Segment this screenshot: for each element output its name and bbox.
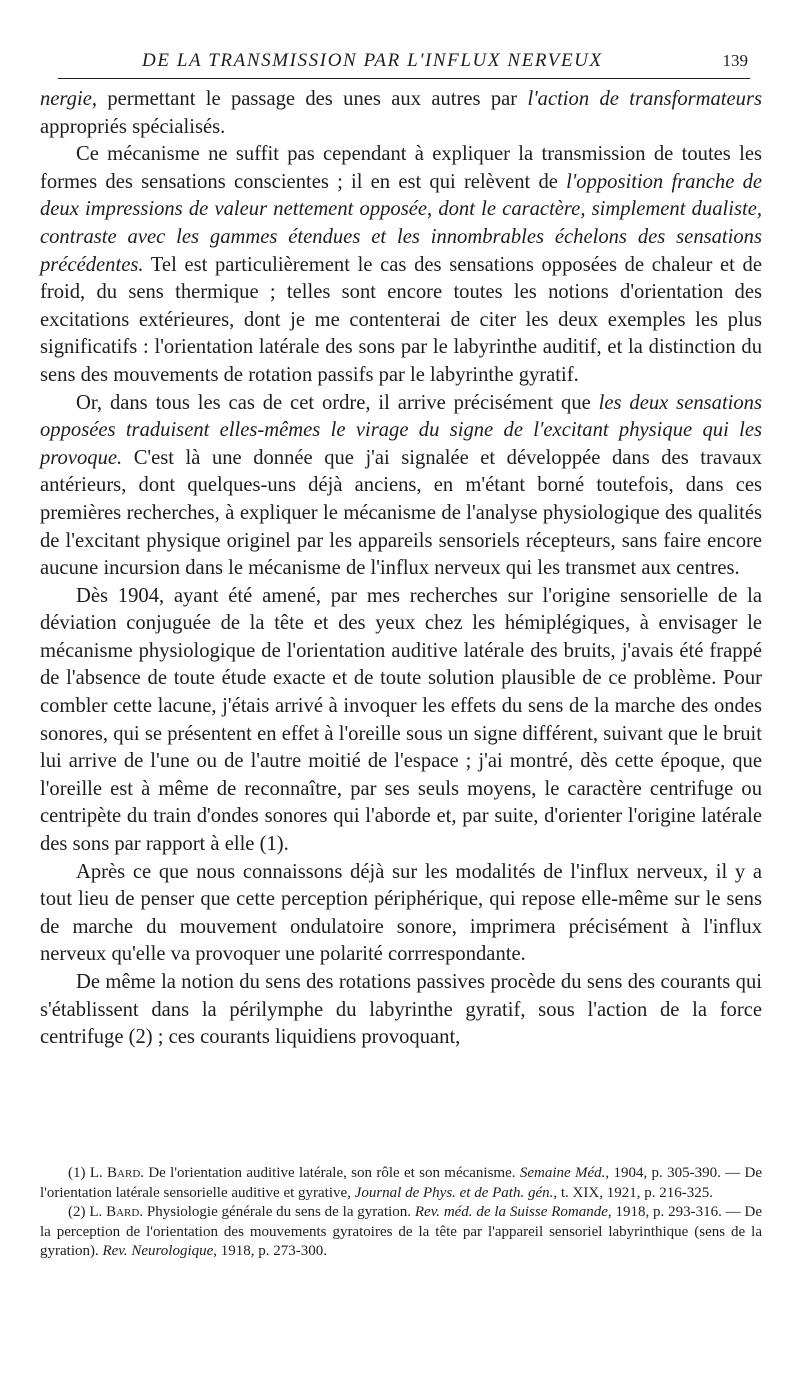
text-run: , 1918, p. 273-300. xyxy=(213,1243,328,1260)
running-title: DE LA TRANSMISSION PAR L'INFLUX NERVEUX xyxy=(142,50,603,71)
footnotes xyxy=(40,1164,762,1262)
paragraph xyxy=(40,390,762,583)
text-run: Dès 1904, ayant été amené, par mes recherches sur l'origine sensorielle de la déviation conjuguée de la tête et des yeux chez les hémiplégiques, à envisager le mécanisme physiologique de l'orientation auditive latérale des bruits, j'avais été frappé de l'absence de toute étude exacte et de toute solution plausible de ce problème. Pour combler cette lacune, j'étais arrivé à invoquer les effets du sens de la marche des ondes sonores, qui se présentent en effet à l'oreille sous un signe différent, suivant que le bruit lui arrive de l'une ou de l'autre moitié de l'espace ; j'ai montré, dès cette époque, que l'oreille est à même de reconnaître, par ses seuls moyens, le caractère centrifuge ou centripète du train d'ondes sonores qui l'aborde et, par suite, d'orienter l'origine latérale des sons par rapport à elle (1). xyxy=(40,584,762,856)
text-run: . De l'orientation auditive latérale, son rôle et son mécanisme. xyxy=(140,1165,520,1181)
italic-run: Semaine Méd. xyxy=(519,1165,606,1181)
text-run: (1) xyxy=(68,1165,90,1181)
text-run: , 1904, p. 305-390. — De l'orientation latérale sensorielle auditive et gyrative, xyxy=(40,1165,762,1201)
text-run: Or, dans tous les cas de cet ordre, il arrive précisément que xyxy=(76,391,599,414)
text-run: , permettant le passage des unes aux autres par xyxy=(91,88,528,110)
paragraph xyxy=(40,969,762,1052)
footnote xyxy=(40,1164,762,1203)
italic-run: Rev. méd. de la Suisse Romande xyxy=(414,1204,608,1221)
text-run: C'est là une donnée que j'ai signalée et développée dans des travaux antérieurs, dont quelques-uns déjà anciens, en m'étant borné toutefois, dans ces premières recherches, à expliquer le mécanisme de l'analyse physiologique des qualités de l'excitant physique originel par les appareils sensoriels récepteurs, sans faire encore aucune incursion dans le mécanisme de l'influx nerveux qui les transmet aux centres. xyxy=(40,446,762,580)
footnote xyxy=(40,1203,762,1262)
text-run: Tel est particulièrement le cas des sensations opposées de chaleur et de froid, du sens thermique ; telles sont encore toutes les notions d'orientation des excitations extérieures, dont je me contenterai de citer les deux exemples les plus significatifs : l'orientation latérale des sons par le labyrinthe auditif, et la distinction du sens des mouvements de rotation passifs par le labyrinthe gyratif. xyxy=(40,253,762,386)
italic-run: nergie xyxy=(40,88,92,110)
text-run: appropriés spécialisés. xyxy=(40,115,226,138)
body-text xyxy=(40,86,762,1052)
italic-run: l'action de transformateurs xyxy=(527,88,762,110)
italic-run: les deux sensations opposées traduisent elles-mêmes le virage du signe de l'excitant physique qui les provoque. xyxy=(40,391,762,469)
author-name: L. Bard xyxy=(89,1165,141,1181)
page-header xyxy=(58,48,750,79)
text-run: De même la notion du sens des rotations passives procède du sens des courants qui s'établissent dans la périlymphe du labyrinthe gyratif, sous l'action de la force centrifuge (2) ; ces courants liquidiens provoquant, xyxy=(40,971,762,1049)
paragraph xyxy=(40,141,762,389)
paragraph xyxy=(40,583,762,859)
author-name: L. Bard xyxy=(89,1204,140,1221)
text-run: , 1918, p. 293-316. — De la perception de l'orientation des mouvements gyratoires de la tête par l'appareil sensoriel labyrinthique (sens de la gyration). xyxy=(40,1204,762,1260)
italic-run: l'opposition franche de deux impressions de valeur nettement opposée, dont le caractère, simplement dualiste, contraste avec les gammes étendues et les innombrables échelons des sensations précédentes. xyxy=(40,170,763,276)
paragraph xyxy=(40,859,762,969)
text-run: . Physiologie générale du sens de la gyration. xyxy=(139,1204,415,1221)
text-run: Ce mécanisme ne suffit pas cependant à expliquer la transmission de toutes les formes des sensations conscientes ; il en est qui relèvent de xyxy=(40,143,762,193)
text-run: Après ce que nous connaissons déjà sur les modalités de l'influx nerveux, il y a tout lieu de penser que cette perception périphérique, qui repose elle-même sur le sens de marche du mouvement ondulatoire sonore, imprimera précisément à l'influx nerveux qu'elle va provoquer une polarité corrrespondante. xyxy=(40,860,762,966)
paragraph xyxy=(40,86,762,141)
text-run: (2) xyxy=(68,1204,90,1221)
page-number: 139 xyxy=(722,51,748,70)
italic-run: Rev. Neurologique xyxy=(102,1243,214,1260)
italic-run: Journal de Phys. et de Path. gén. xyxy=(354,1184,554,1201)
text-run: , t. XIX, 1921, p. 216-325. xyxy=(553,1184,713,1201)
